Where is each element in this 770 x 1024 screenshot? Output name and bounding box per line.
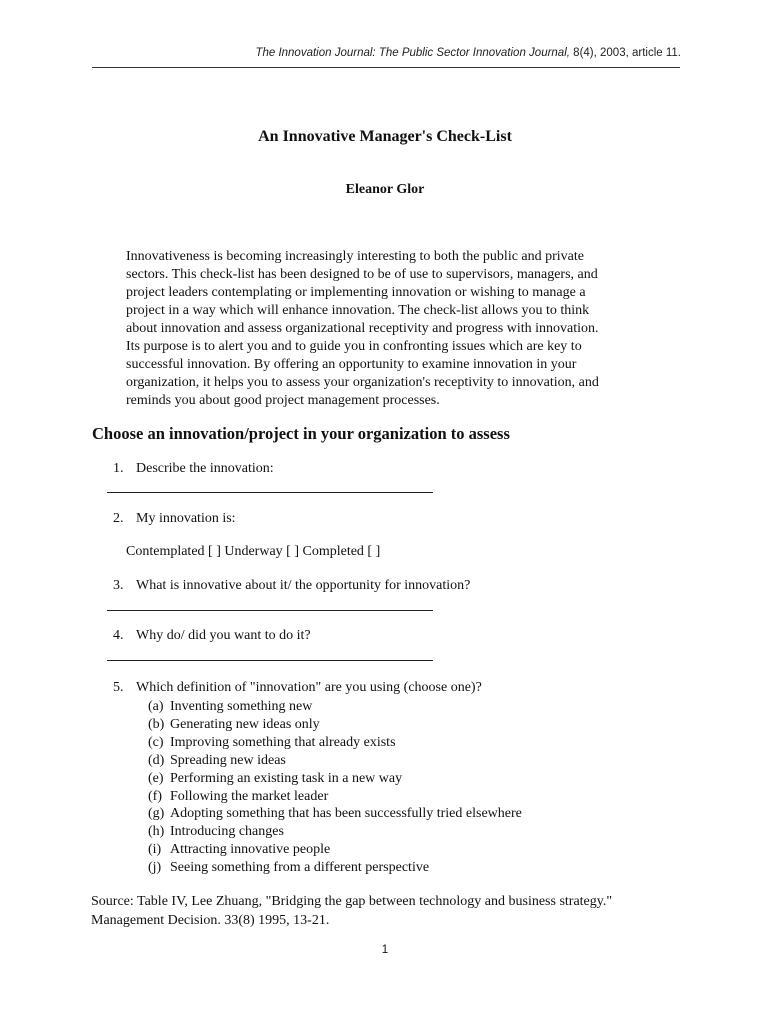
option-letter: (a) [148, 699, 164, 714]
journal-citation: 8(4), 2003, article 11. [573, 47, 681, 59]
question-number: 5. [113, 680, 124, 695]
definition-options [148, 698, 522, 877]
option-letter: (f) [148, 788, 162, 804]
definition-option[interactable] [148, 716, 522, 734]
question-text: Which definition of "innovation" are you using (choose one)? [136, 680, 482, 695]
option-text: Following the market leader [170, 788, 329, 804]
running-header [255, 47, 681, 59]
question-number: 2. [113, 511, 124, 526]
intro-paragraph [126, 248, 656, 410]
journal-name: The Innovation Journal: The Public Sector Innovation Journal, [255, 47, 570, 59]
page-number: 1 [381, 944, 389, 956]
option-text: Generating new ideas only [170, 716, 320, 732]
option-text: Adopting something that has been successfully tried elsewhere [170, 806, 522, 822]
option-letter: (j) [148, 860, 162, 876]
option-text: Inventing something new [170, 699, 313, 714]
option-text: Attracting innovative people [170, 842, 331, 858]
innovation-status-options[interactable]: Contemplated [ ] Underway [ ] Completed [ ] [126, 544, 381, 559]
question-number: 4. [113, 628, 124, 643]
question-number: 3. [113, 578, 124, 593]
option-text: Introducing changes [170, 824, 284, 840]
definition-option[interactable] [148, 823, 522, 841]
option-text: Spreading new ideas [170, 752, 286, 768]
question-4 [113, 628, 311, 644]
question-number: 1. [113, 461, 124, 476]
option-text: Performing an existing task in a new way [170, 770, 403, 786]
question-2 [113, 511, 236, 527]
definition-option[interactable] [148, 770, 522, 788]
definition-option[interactable] [148, 859, 522, 877]
question-5 [113, 680, 482, 696]
question-text: Why do/ did you want to do it? [136, 628, 311, 643]
intro-line: project leaders contemplating or implementing innovation or wishing to manage a [126, 285, 586, 300]
header-divider [92, 67, 680, 68]
source-line: Management Decision. 33(8) 1995, 13-21. [91, 913, 330, 928]
intro-line: sectors. This check-list has been designed to be of use to supervisors, managers, and [126, 267, 598, 282]
question-text: Describe the innovation: [136, 461, 274, 476]
intro-line: organization, it helps you to assess your organization's receptivity to innovation, and [126, 375, 599, 390]
source-line: Source: Table IV, Lee Zhuang, "Bridging the gap between technology and business strategy." [91, 894, 613, 909]
option-letter: (h) [148, 824, 165, 840]
option-letter: (i) [148, 842, 162, 858]
intro-line: Its purpose is to alert you and to guide you in confronting issues which are key to [126, 339, 582, 354]
option-letter: (e) [148, 770, 164, 786]
definition-option[interactable] [148, 698, 522, 716]
question-1 [113, 461, 274, 477]
intro-line: project in a way which will enhance innovation. The check-list allows you to think [126, 303, 590, 318]
question-text: What is innovative about it/ the opportunity for innovation? [136, 578, 471, 593]
option-letter: (g) [148, 806, 165, 822]
definition-option[interactable] [148, 841, 522, 859]
intro-line: Innovativeness is becoming increasingly interesting to both the public and private [126, 249, 585, 264]
question-3 [113, 578, 470, 594]
intro-line: about innovation and assess organizational receptivity and progress with innovation. [126, 321, 599, 336]
page-title: An Innovative Manager's Check-List [258, 128, 512, 145]
definition-option[interactable] [148, 788, 522, 806]
answer-line-1[interactable] [107, 492, 433, 493]
definition-option[interactable] [148, 752, 522, 770]
definition-option[interactable] [148, 734, 522, 752]
option-text: Seeing something from a different perspective [170, 860, 430, 876]
answer-line-3[interactable] [107, 610, 433, 611]
question-text: My innovation is: [136, 511, 236, 526]
answer-line-4[interactable] [107, 660, 433, 661]
author-name: Eleanor Glor [345, 182, 425, 197]
option-text: Improving something that already exists [170, 734, 396, 750]
option-letter: (c) [148, 734, 164, 750]
intro-line: reminds you about good project management processes. [126, 393, 440, 408]
definition-option[interactable] [148, 805, 522, 823]
source-citation [91, 892, 612, 930]
section-heading: Choose an innovation/project in your organization to assess [92, 424, 510, 443]
intro-line: successful innovation. By offering an opportunity to examine innovation in your [126, 357, 577, 372]
option-letter: (b) [148, 716, 165, 732]
option-letter: (d) [148, 752, 165, 768]
